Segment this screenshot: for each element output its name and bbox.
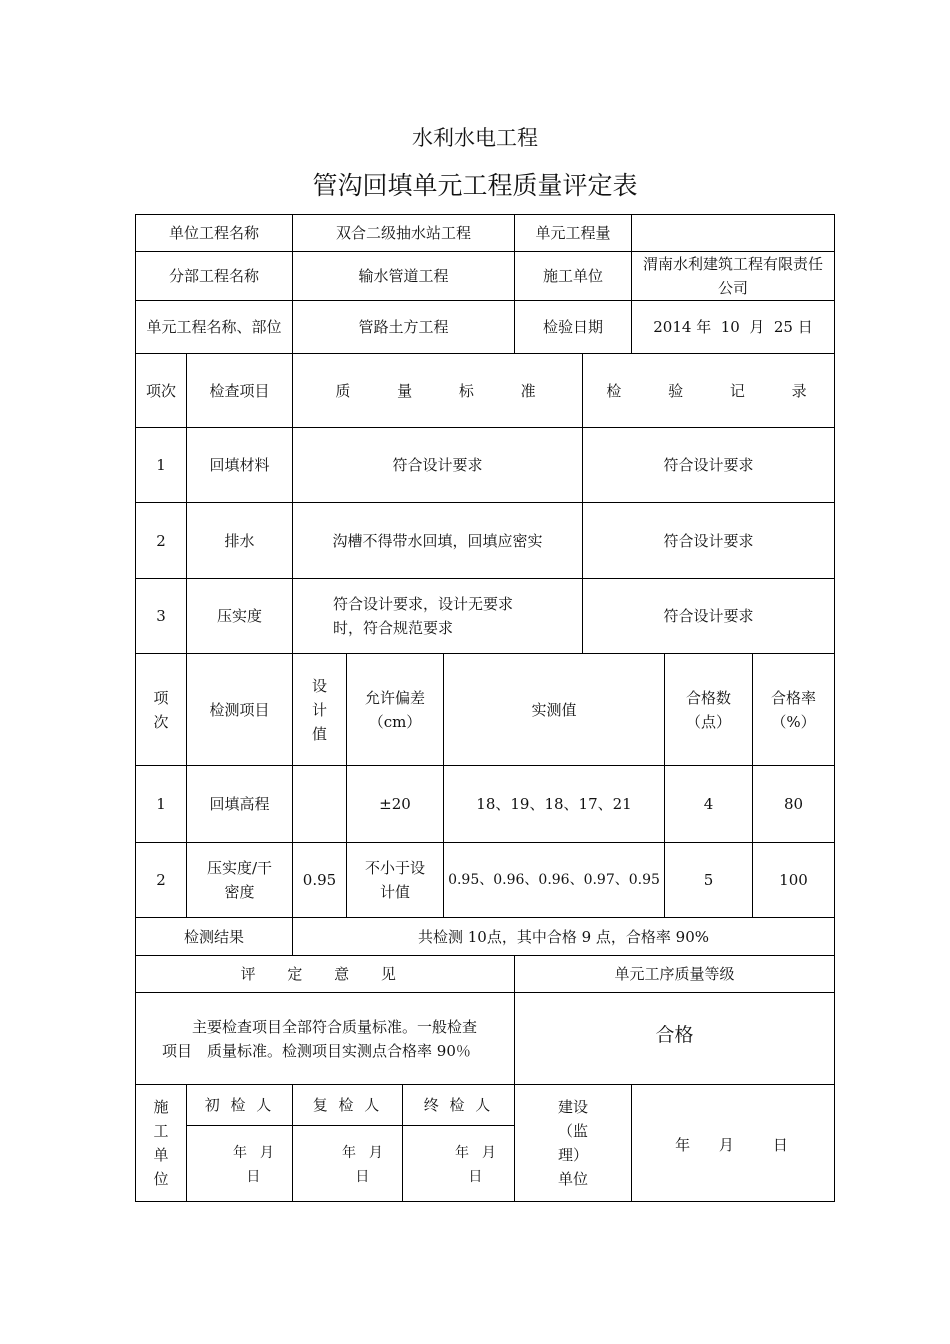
check-header-item: 检查项目 (186, 353, 293, 428)
unit-project-label: 单位工程名称 (135, 214, 293, 252)
opinion-text: 主要检查项目全部符合质量标准。一般检查项目 质量标准。检测项目实测点合格率 90％ (135, 992, 515, 1085)
measure-row-measured: 0.95、0.96、0.96、0.97、0.95 (443, 842, 665, 918)
form-title: 管沟回填单元工程质量评定表 (312, 171, 638, 200)
measure-row-item: 压实度/干密度 (186, 842, 293, 918)
org-title: 水利水电工程 (412, 126, 538, 150)
measure-row-pass-rate: 80 (752, 765, 835, 843)
final-inspector-label: 终 检 人 (402, 1084, 515, 1126)
contractor-value: 渭南水利建筑工程有限责任公司 (631, 251, 835, 301)
check-row-standard: 沟槽不得带水回填，回填应密实 (292, 502, 583, 579)
measure-row-pass-rate: 100 (752, 842, 835, 918)
element-name-value: 管路土方工程 (292, 300, 515, 354)
initial-sign-date: 年 月 日 (186, 1125, 293, 1202)
check-header-record: 检 验 记 录 (582, 353, 835, 428)
supervisor-label: 建设（监理）单位 (514, 1084, 632, 1202)
element-qty-label: 单元工程量 (514, 214, 632, 252)
check-header-no: 项次 (135, 353, 187, 428)
element-name-label: 单元工程名称、部位 (135, 300, 293, 354)
division-label: 分部工程名称 (135, 251, 293, 301)
check-row-record: 符合设计要求 (582, 578, 835, 654)
check-row-record: 符合设计要求 (582, 427, 835, 503)
initial-inspector-label: 初 检 人 (186, 1084, 293, 1126)
recheck-sign-date: 年 月 日 (292, 1125, 403, 1202)
quality-form (135, 214, 835, 1202)
measure-row-tolerance: 不小于设计值 (346, 842, 444, 918)
check-row-no: 2 (135, 502, 187, 579)
check-row-standard: 符合设计要求 (292, 427, 583, 503)
measure-row-tolerance: ±20 (346, 765, 444, 843)
inspect-date-label: 检验日期 (514, 300, 632, 354)
result-label: 检测结果 (135, 917, 293, 956)
check-row-item: 回填材料 (186, 427, 293, 503)
contractor-sign-label: 施工单位 (135, 1084, 187, 1202)
result-value: 共检测 10点，其中合格 9 点，合格率 90% (292, 917, 835, 956)
opinion-label: 评 定 意 见 (135, 955, 515, 993)
check-row-no: 1 (135, 427, 187, 503)
measure-row-design: 0.95 (292, 842, 347, 918)
measure-row-pass-count: 5 (664, 842, 753, 918)
division-value: 输水管道工程 (292, 251, 515, 301)
check-row-item: 压实度 (186, 578, 293, 654)
check-row-standard: 符合设计要求，设计无要求时，符合规范要求 (292, 578, 583, 654)
measure-header-design: 设计值 (292, 653, 347, 766)
measure-header-tolerance: 允许偏差（cm） (346, 653, 444, 766)
measure-row-item: 回填高程 (186, 765, 293, 843)
measure-header-pass-rate: 合格率（%） (752, 653, 835, 766)
final-sign-date: 年 月 日 (402, 1125, 515, 1202)
check-header-standard: 质 量 标 准 (292, 353, 583, 428)
grade-label: 单元工序质量等级 (514, 955, 835, 993)
supervisor-date: 年 月 日 (631, 1084, 835, 1202)
unit-project-value: 双合二级抽水站工程 (292, 214, 515, 252)
contractor-label: 施工单位 (514, 251, 632, 301)
measure-row-no: 2 (135, 842, 187, 918)
measure-row-no: 1 (135, 765, 187, 843)
grade-value: 合格 (514, 992, 835, 1085)
measure-header-item: 检测项目 (186, 653, 293, 766)
recheck-inspector-label: 复 检 人 (292, 1084, 403, 1126)
measure-row-measured: 18、19、18、17、21 (443, 765, 665, 843)
measure-header-no: 项次 (135, 653, 187, 766)
check-row-no: 3 (135, 578, 187, 654)
measure-row-design (292, 765, 347, 843)
check-row-item: 排水 (186, 502, 293, 579)
element-qty-value (631, 214, 835, 252)
inspect-date-value: 2014 年 10 月 25 日 (631, 300, 835, 354)
measure-header-pass-count: 合格数（点） (664, 653, 753, 766)
measure-header-measured: 实测值 (443, 653, 665, 766)
check-row-record: 符合设计要求 (582, 502, 835, 579)
measure-row-pass-count: 4 (664, 765, 753, 843)
